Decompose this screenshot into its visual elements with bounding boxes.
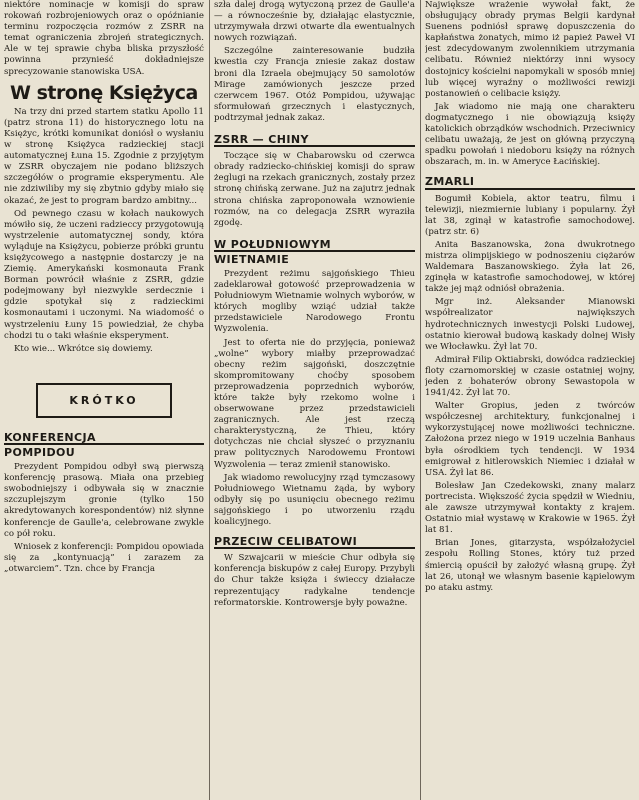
column-3 <box>425 0 635 800</box>
moon-paragraph-2: Od pewnego czasu w kołach naukowych mówiło się, że uczeni radzieccy przygotowują wystrzelenie automatycznej sondy, która wyląduje na Księżycu, pobierze próbki gruntu księżycowego a następnie dostarczy je na Ziemię. Amerykański kosmonauta Frank Borman powrócił właśnie z ZSRR, gdzie podejmowany był niezwykle serdecznie i gdzie spotykał się z radzieckimi kosmonautami i uczonymi. Na wiadomość o wystrzeleniu Łuny 15 powiedział, że chyba chodzi tu o taki właśnie eksperyment. <box>4 208 204 341</box>
celibat-paragraph-2: Największe wrażenie wywołał fakt, że obsługujący obrady prymas Belgii kardynał Suenens podniósł sprawę dopuszczenia do kapłaństwa żonatych, mimo iż papież Paweł VI jest zdecydowanym zwolennikiem utrzymania celibatu. Również niektórzy inni wysocy dostojnicy kościelni napomykali w sposób mniej lub więcej wyraźny o możliwości rewizji postanowień o celibacie księży. <box>425 0 635 99</box>
zsrr-chiny-paragraph: Toczące się w Chabarowsku od czerwca obrady radziecko-chińskiej komisji do spraw żeglugi na rzekach granicznych, zostały przez stronę chińską zerwane. Już na zajutrz jednak strona chińska zaproponowała wznowienie rozmów, na co delegacja ZSRR wyraziła zgodę. <box>214 151 415 228</box>
vietnam-paragraph-3: Jak wiadomo rewolucyjny rząd tymczasowy Południowego Wietnamu żąda, by wybory odbyły się po usunięciu obecnego reżimu sajgońskiego i po utworzeniu rządu koalicyjnego. <box>214 472 415 528</box>
section-title-zmarli: ZMARLI <box>425 176 635 189</box>
obituary-czedekowski: Bolesław Jan Czedekowski, znany malarz portrecista. Większość życia spędził w Wiedniu, ale zawsze utrzymywał kontakty z krajem. Ostatnio miał wystawę w Krakowie w 1965. Żył lat 81. <box>425 480 635 536</box>
france-paragraph-2: Szczególne zainteresowanie budziła kwestia czy Francja zniesie zakaz dostaw broni dla Izraela obejmujący 50 samolotów Mirage zamówionych jeszcze przed czerwcem 1967. Otóż Pompidou, używając sformułowań grzecznych i elastycznych, podtrzymał jednak zakaz. <box>214 46 415 123</box>
obituary-baszanowska: Anita Baszanowska, żona dwukrotnego mistrza olimpijskiego w podnoszeniu ciężarów Waldemara Baszanowskiego. Żyła lat 26, zginęła w katastrofie samochodowej, w której także jej mąż odniósł obrażenia. <box>425 239 635 295</box>
vietnam-paragraph-2: Jest to oferta nie do przyjęcia, ponieważ „wolne” wybory miałby przeprowadzać obecny reżim sajgoński, doszczętnie skompromitowany choćby sposobem przeprowadzenia poprzednich wyborów, które także były rzekomo wolne i obserwowane przez przedstawicieli zagranicznych. Ale jest rzeczą charakterystyczną, że Thieu, który dotychczas nie chciał słyszeć o przyznaniu praw politycznych Narodowemu Frontowi Wyzwolenia — teraz zmienił stanowisko. <box>214 337 415 470</box>
obituary-kobiela: Bogumił Kobiela, aktor teatru, filmu i telewizji, niezmiernie lubiany i popularny. Żył lat 38, zginął w katastrofie samochodowej. (patrz str. 6) <box>425 193 635 237</box>
section-title-zsrr-chiny: ZSRR — CHINY <box>214 134 415 147</box>
vietnam-paragraph-1: Prezydent reżimu sajgońskiego Thieu zadeklarował gotowość przeprowadzenia w Południowym Wietnamie wolnych wyborów, w których mogliby wziąć udział także przedstawiciele Narodowego Frontu Wyzwolenia. <box>214 268 415 335</box>
obituary-oktiabrski: Admirał Filip Oktiabrski, dowódca radzieckiej floty czarnomorskiej w czasie ostatniej wojny, jeden z bohaterów obrony Sewastopola w 1941/42. Żył lat 70. <box>425 354 635 399</box>
krotko-box: KRÓTKO <box>36 383 172 418</box>
column-2 <box>214 0 415 800</box>
obituary-jones: Brian Jones, gitarzysta, współzałożyciel zespołu Rolling Stones, który tuż przed śmiercią opuścił by założyć własną grupę. Żył lat 26, utonął we własnym basenie kąpielowym po ataku astmy. <box>425 538 635 593</box>
pompidou-paragraph-2: Wniosek z konferencji: Pompidou opowiada się za „kontynuacją” i zarazem za „otwarciem”. Tzn. chce by Francja <box>4 541 204 574</box>
section-title-wietnamie: WIETNAMIE <box>214 252 290 266</box>
celibat-paragraph: W Szwajcarii w mieście Chur odbyła się konferencja biskupów z całej Europy. Przybyli do Chur także księża i świeccy działacze reprezentujący radykalne tendencje reformatorskie. Kontrowersje były poważne. <box>214 553 415 608</box>
celibat-paragraph-3: Jak wiadomo nie mają one charakteru dogmatycznego i nie obowiązują księży katolickich obrządków wschodnich. Przeciwnicy celibatu uważają, że jest on główną przyczyną spadku powołań i niedoboru księży na różnych obszarach, m. in. w Ameryce Łacińskiej. <box>425 101 635 168</box>
column-rule-1 <box>209 0 210 800</box>
pompidou-paragraph-1: Prezydent Pompidou odbył swą pierwszą konferencję prasową. Miała ona przebieg swobodniejszy i odbywała się w znacznie szczuplejszym gronie (tylko 150 akredytowanych korespondentów) niż słynne konferencje de Gaulle'a, celebrowane zwykle co pół roku. <box>4 462 204 539</box>
section-title-poludniowym: W POŁUDNIOWYM <box>214 239 415 252</box>
column-rule-2 <box>420 0 421 800</box>
section-title-pompidou: POMPIDOU <box>4 446 76 459</box>
intro-paragraph: niektóre nominacje w komisji do spraw rokowań rozbrojeniowych oraz o opóźnianie terminu rozpoczęcia rozmów z ZSRR na temat ograniczenia zbrojeń strategicznych. Ale w tej sprawie chyba bliska przyszłość powinna przynieść dokładniejsze sprecyzowanie stanowiska USA. <box>4 0 204 77</box>
france-paragraph-1: szła dalej drogą wytyczoną przez de Gaulle'a — a równocześnie by, działając elastycznie, utrzymywała drzwi otwarte dla ewentualnych nowych rozwiązań. <box>214 0 415 44</box>
obituary-mianowski: Mgr inż. Aleksander Mianowski współrealizator największych hydrotechnicznych inwestycji Polski Ludowej, ostatnio kierował budową kaskady dolnej Wisły we Włocławku. Żył lat 70. <box>425 297 635 352</box>
moon-paragraph-1: Na trzy dni przed startem statku Apollo 11 (patrz strona 11) do historycznego lotu na Księżyc, krótki komunikat doniósł o wysłaniu w stronę Księżyca radzieckiej stacji automatycznej Łuna 15. Zgodnie z przyjętym w ZSRR obyczajem nie podano bliższych szczegółów o programie eksperymentu. Ale nie zdziwiliby my się zbytnio gdyby miało się okazać, że jest to program bardzo ambitny... <box>4 106 204 206</box>
section-title-celibat: PRZECIW CELIBATOWI <box>214 536 415 549</box>
moon-paragraph-3: Kto wie... Wkrótce się dowiemy. <box>14 343 153 354</box>
section-title-moon: W stronę Księżyca <box>10 81 198 104</box>
column-1 <box>4 0 204 800</box>
section-title-konferencja: KONFERENCJA <box>4 432 204 445</box>
obituary-gropius: Walter Gropius, jeden z twórców współczesnej architektury, funkcjonalnej i wykorzystującej nowe możliwości techniczne. Założona przez niego w 1919 uczelnia Banhaus była ośrodkiem tych tendencji. W 1934 emigrował z hitlerowskich Niemiec i działał w USA. Żył lat 86. <box>425 401 635 478</box>
